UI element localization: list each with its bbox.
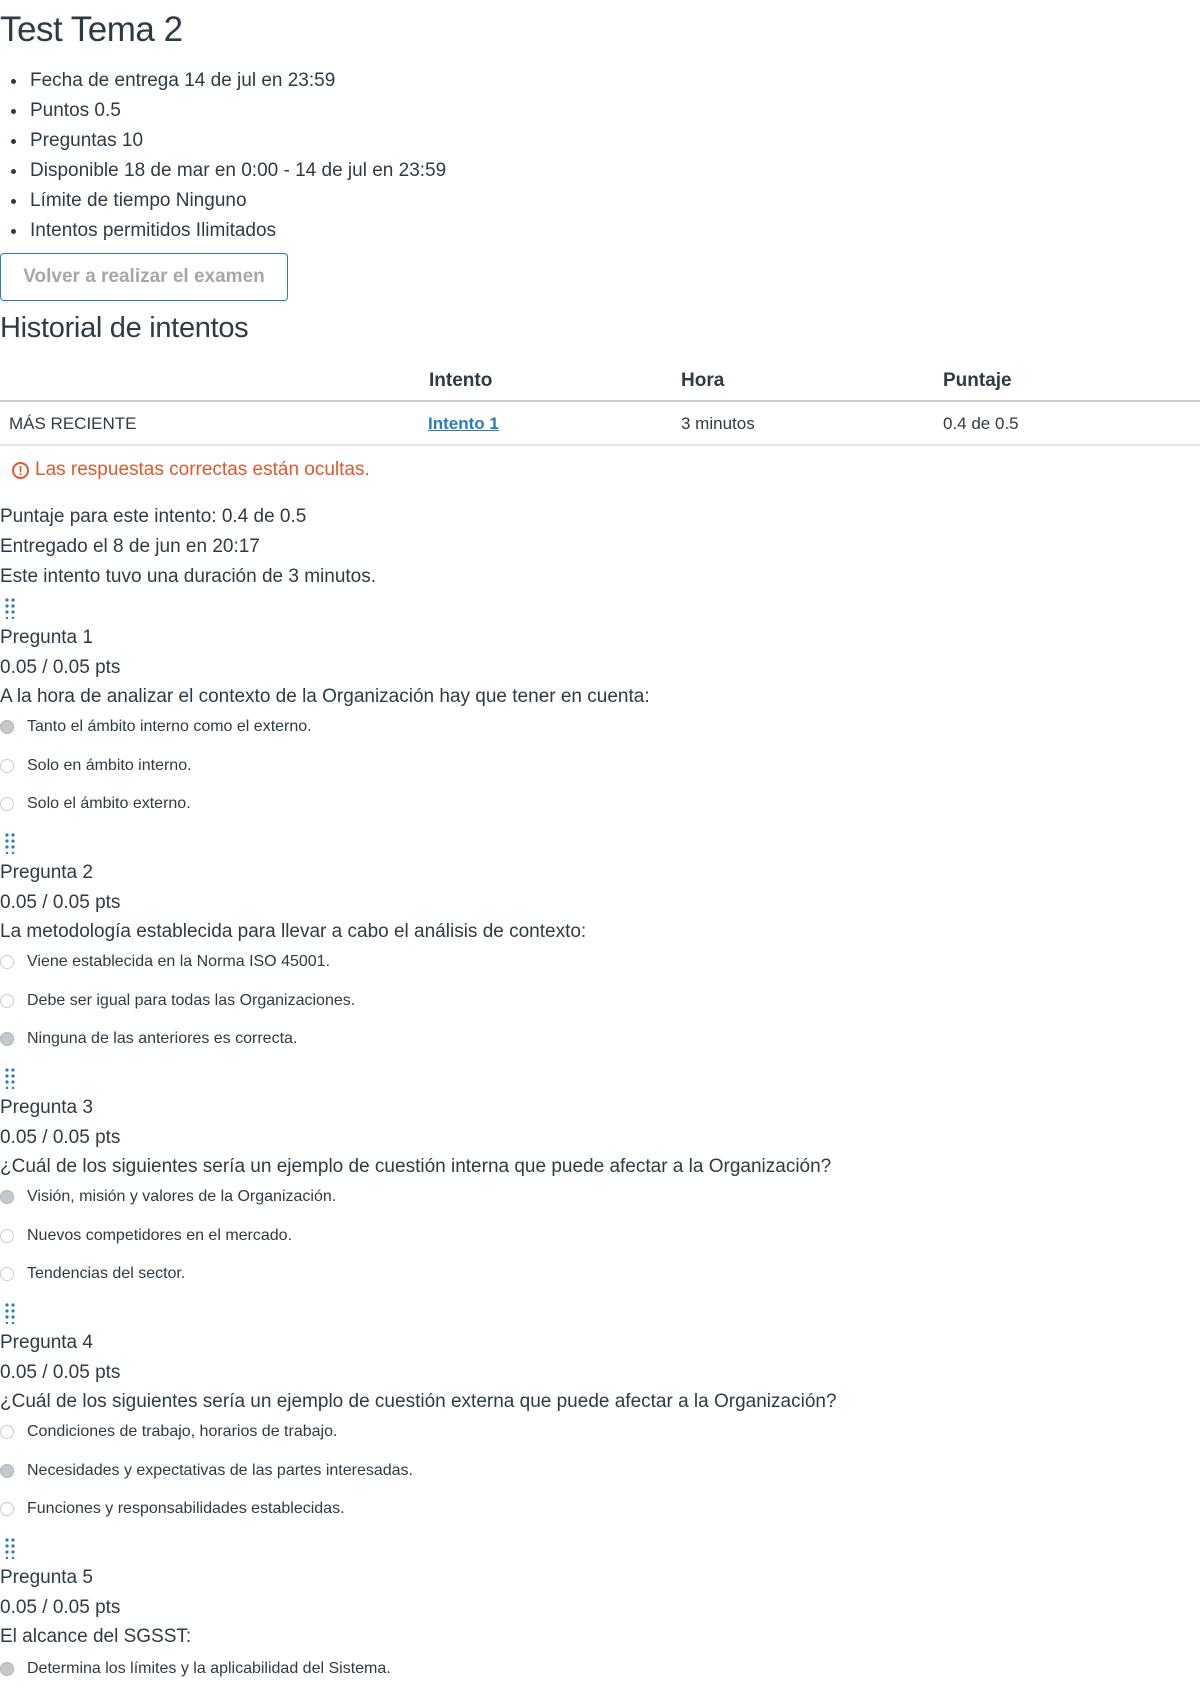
detail-questions: Preguntas 10: [30, 126, 446, 156]
row-score: 0.4 de 0.5: [943, 414, 1019, 433]
header-time: Hora: [681, 370, 725, 391]
question-points: 0.05 / 0.05 pts: [0, 892, 121, 913]
question-points: 0.05 / 0.05 pts: [0, 657, 121, 678]
row-time: 3 minutos: [681, 414, 755, 433]
hidden-answers-text: Las respuestas correctas están ocultas.: [35, 459, 370, 480]
radio-selected[interactable]: [0, 1464, 14, 1478]
summary-score: Puntaje para este intento: 0.4 de 0.5: [0, 506, 307, 527]
question-points: 0.05 / 0.05 pts: [0, 1127, 121, 1148]
detail-time-limit: Límite de tiempo Ninguno: [30, 186, 446, 216]
answer-option[interactable]: [0, 757, 192, 775]
answer-text: Funciones y responsabilidades establecidas.: [27, 1500, 345, 1517]
attempt-history-heading: Historial de intentos: [0, 312, 249, 344]
answer-option[interactable]: [0, 1188, 336, 1206]
radio-selected[interactable]: [0, 1190, 14, 1204]
question-points: 0.05 / 0.05 pts: [0, 1362, 121, 1383]
radio-selected[interactable]: [0, 1662, 14, 1676]
attempt-history-table: [0, 362, 1200, 446]
header-attempt: Intento: [429, 370, 493, 391]
answer-text: Visión, misión y valores de la Organización.: [27, 1188, 337, 1205]
answer-text: Determina los límites y la aplicabilidad del Sistema.: [27, 1660, 391, 1677]
radio-selected[interactable]: [0, 1032, 14, 1046]
drag-handle-icon: [4, 832, 16, 854]
radio-unselected[interactable]: [0, 955, 14, 969]
detail-due-date: Fecha de entrega 14 de jul en 23:59: [30, 66, 446, 96]
question-points: 0.05 / 0.05 pts: [0, 1597, 121, 1618]
header-score: Puntaje: [943, 370, 1012, 391]
answer-text: Condiciones de trabajo, horarios de trabajo.: [27, 1423, 338, 1440]
page-title: Test Tema 2: [0, 10, 183, 49]
table-row: [0, 402, 1200, 446]
answer-option[interactable]: [0, 1030, 297, 1048]
detail-available: Disponible 18 de mar en 0:00 - 14 de jul en 23:59: [30, 156, 446, 186]
answer-text: Necesidades y expectativas de las partes interesadas.: [27, 1462, 413, 1479]
detail-attempts: Intentos permitidos Ilimitados: [30, 216, 446, 246]
drag-handle-icon: [4, 1067, 16, 1089]
drag-handle-icon: [4, 597, 16, 619]
radio-unselected[interactable]: [0, 994, 14, 1008]
question-name: Pregunta 1: [0, 627, 93, 648]
radio-unselected[interactable]: [0, 759, 14, 773]
radio-unselected[interactable]: [0, 1502, 14, 1516]
radio-selected[interactable]: [0, 720, 14, 734]
answer-option[interactable]: [0, 1423, 337, 1441]
summary-submitted: Entregado el 8 de jun en 20:17: [0, 536, 260, 557]
radio-unselected[interactable]: [0, 1425, 14, 1439]
question-text: ¿Cuál de los siguientes sería un ejemplo de cuestión externa que puede afectar a la Organización?: [0, 1391, 837, 1412]
question-text: A la hora de analizar el contexto de la Organización hay que tener en cuenta:: [0, 686, 650, 707]
answer-option[interactable]: [0, 953, 330, 971]
answer-text: Tanto el ámbito interno como el externo.: [27, 718, 312, 735]
table-header: [0, 362, 1200, 402]
answer-text: Solo en ámbito interno.: [27, 757, 192, 774]
answer-option[interactable]: [0, 1462, 413, 1480]
answer-option[interactable]: [0, 795, 191, 813]
drag-handle-icon: [4, 1537, 16, 1559]
answer-text: Solo el ámbito externo.: [27, 795, 191, 812]
retake-quiz-button[interactable]: Volver a realizar el examen: [0, 253, 288, 301]
answer-option[interactable]: [0, 1660, 391, 1678]
quiz-details: [0, 66, 446, 246]
drag-handle-icon: [4, 1302, 16, 1324]
answer-option[interactable]: [0, 1500, 345, 1518]
attempt-summary: [0, 502, 376, 592]
answer-option[interactable]: [0, 1227, 292, 1245]
answer-text: Tendencias del sector.: [27, 1265, 186, 1282]
answer-option[interactable]: [0, 1265, 185, 1283]
detail-points: Puntos 0.5: [30, 96, 446, 126]
question-name: Pregunta 2: [0, 862, 93, 883]
question-name: Pregunta 3: [0, 1097, 93, 1118]
answer-option[interactable]: [0, 992, 355, 1010]
question-name: Pregunta 5: [0, 1567, 93, 1588]
question-text: ¿Cuál de los siguientes sería un ejemplo de cuestión interna que puede afectar a la Organización?: [0, 1156, 832, 1177]
question-text: El alcance del SGSST:: [0, 1626, 192, 1647]
hidden-answers-notice: [12, 459, 370, 481]
answer-text: Nuevos competidores en el mercado.: [27, 1227, 293, 1244]
radio-unselected[interactable]: [0, 797, 14, 811]
answer-text: Debe ser igual para todas las Organizaciones.: [27, 992, 356, 1009]
answer-text: Viene establecida en la Norma ISO 45001.: [27, 953, 331, 970]
warning-icon: !: [12, 462, 29, 479]
summary-duration: Este intento tuvo una duración de 3 minutos.: [0, 566, 377, 587]
radio-unselected[interactable]: [0, 1229, 14, 1243]
answer-option[interactable]: [0, 718, 312, 736]
question-text: La metodología establecida para llevar a cabo el análisis de contexto:: [0, 921, 587, 942]
row-label: MÁS RECIENTE: [9, 414, 137, 433]
question-name: Pregunta 4: [0, 1332, 93, 1353]
attempt-link[interactable]: Intento 1: [428, 414, 499, 433]
radio-unselected[interactable]: [0, 1267, 14, 1281]
answer-text: Ninguna de las anteriores es correcta.: [27, 1030, 298, 1047]
